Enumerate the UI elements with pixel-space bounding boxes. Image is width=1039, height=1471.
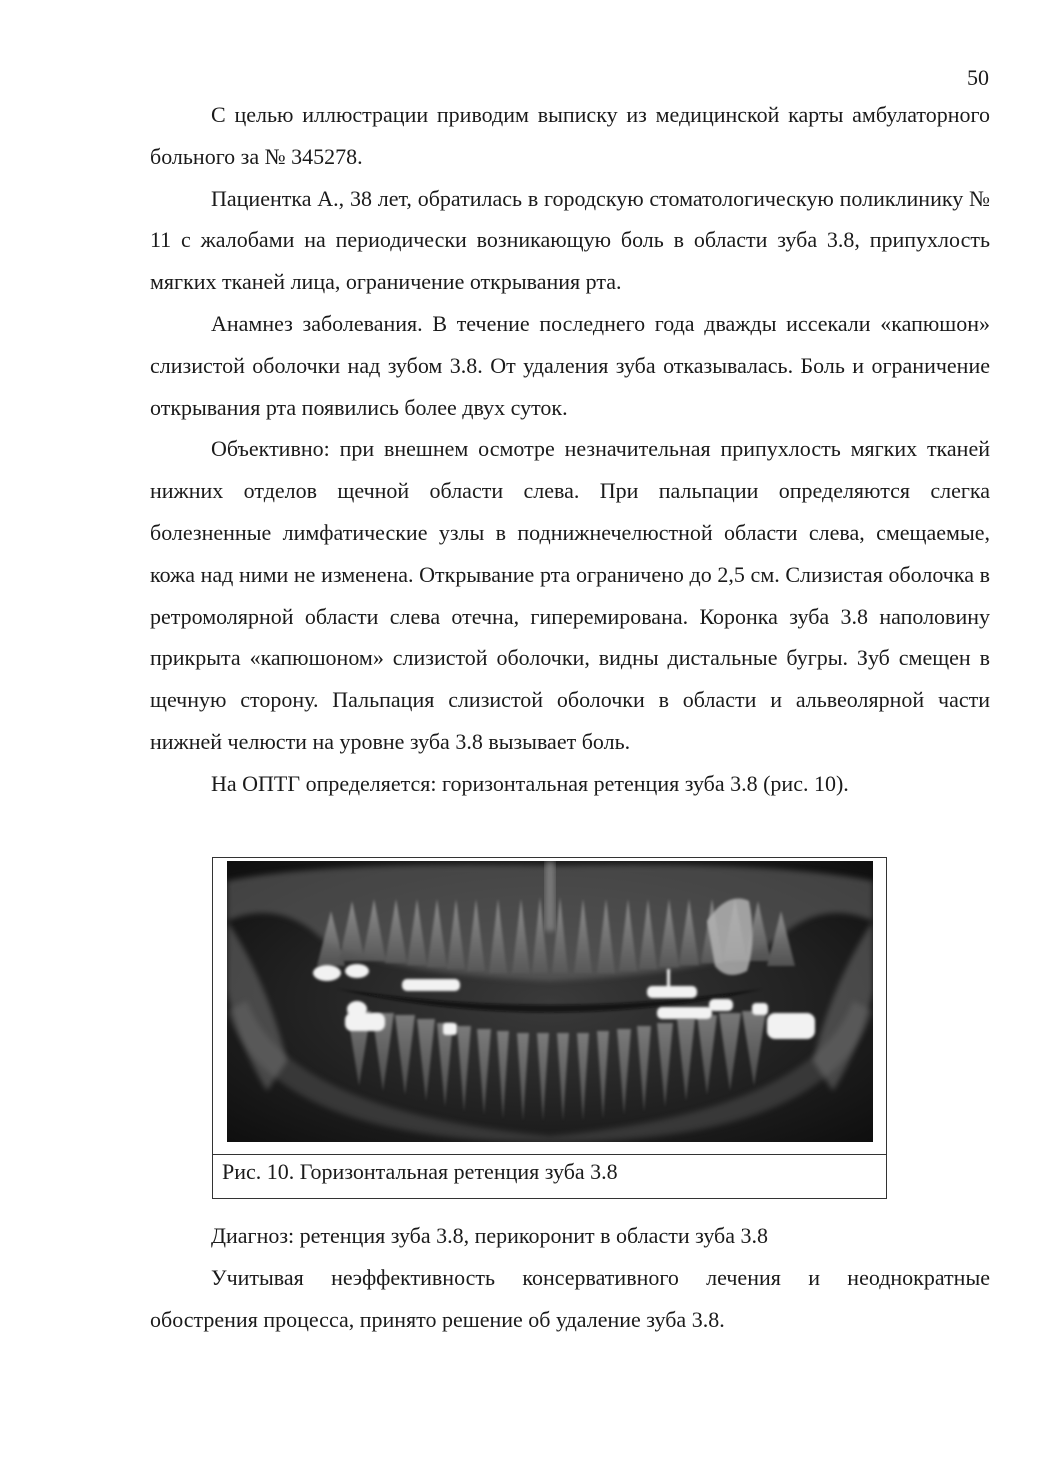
paragraph: Пациентка А., 38 лет, обратилась в городскую стоматологическую поликлинику № 11 с жалобами на периодически возникающую боль в области зуба 3.8, припухлость мягких тканей лица, ограничение открывания рта. xyxy=(150,185,990,295)
paragraph: Объективно: при внешнем осмотре незначительная припухлость мягких тканей нижних отделов щечной области слева. При пальпации определяются слегка болезненные лимфатические узлы в поднижнечелюстной области слева, смещаемые, кожа над ними не изменена. Открывание рта ограничено до 2,5 см. Слизистая оболочка в ретромолярной области слева отечна, гиперемирована. Коронка зуба 3.8 наполовину прикрыта «капюшоном» слизистой оболочки, видны дистальные бугры. Зуб смещен в щечную сторону. Пальпация слизистой оболочки в области и альвеолярной части нижней челюсти на уровне зуба 3.8 вызывает боль. xyxy=(150,436,990,754)
figure-frame xyxy=(212,857,887,1199)
figure-caption: Рис. 10. Горизонтальная ретенция зуба 3.8 xyxy=(213,1154,886,1198)
paragraph: Диагноз: ретенция зуба 3.8, перикоронит в области зуба 3.8 xyxy=(211,1223,768,1248)
body-text-bottom xyxy=(150,1215,990,1340)
body-text-top xyxy=(150,94,990,805)
panoramic-xray-image xyxy=(227,861,873,1142)
paragraph: Учитывая неэффективность консервативного лечения и неоднократные обострения процесса, принято решение об удаление зуба 3.8. xyxy=(150,1264,990,1332)
paragraph: Анамнез заболевания. В течение последнего года дважды иссекали «капюшон» слизистой оболочки над зубом 3.8. От удаления зуба отказывалась. Боль и ограничение открывания рта появились более двух суток. xyxy=(150,310,990,420)
page-number: 50 xyxy=(967,65,989,90)
paragraph: На ОПТГ определяется: горизонтальная ретенция зуба 3.8 (рис. 10). xyxy=(211,770,849,796)
paragraph: С целью иллюстрации приводим выписку из медицинской карты амбулаторного больного за № 345278. xyxy=(150,102,990,169)
